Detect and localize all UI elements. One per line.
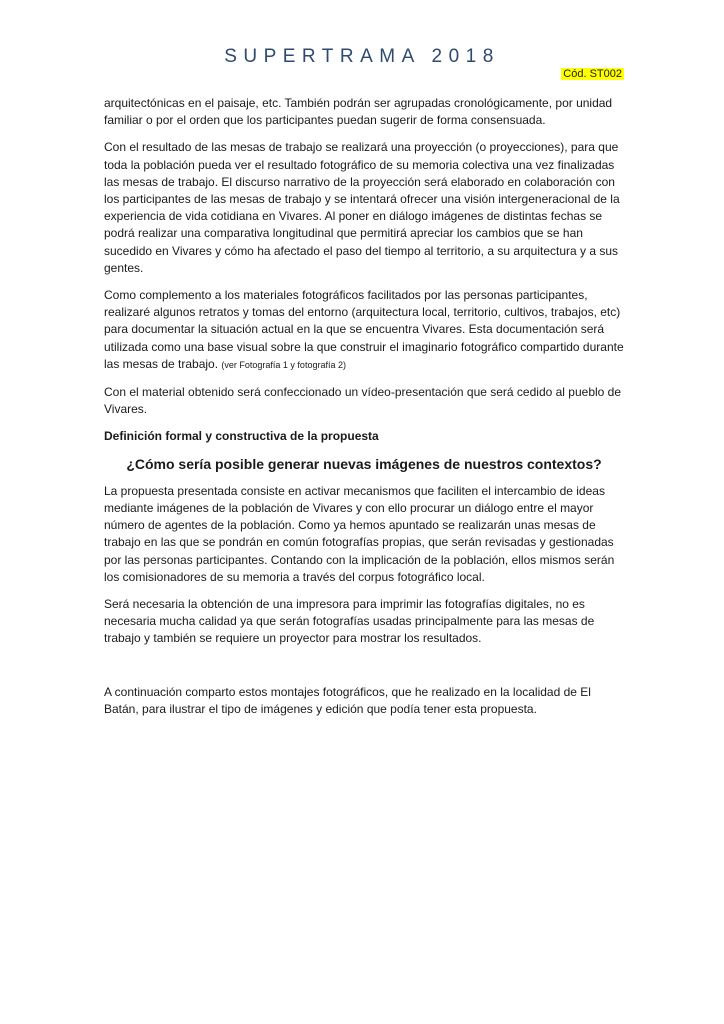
paragraph-3-text: Como complemento a los materiales fotográficos facilitados por las personas participantes, realizaré algunos retratos y tomas del entorno (arquitectura local, territorio, cultivos, trabajos, etc) para documentar la situación actual en la que se encuentra Vivares. Esta documentación será utilizada como una base visual sobre la que construir el imaginario fotográfico compartido durante las mesas de trabajo.: [104, 288, 624, 371]
question-heading: ¿Cómo sería posible generar nuevas imágenes de nuestros contextos?: [126, 455, 602, 472]
paragraph-4: Con el material obtenido será confeccionado un vídeo-presentación que será cedido al pueblo de Vivares.: [104, 385, 622, 417]
document-title: SUPERTRAMA 2018: [224, 46, 500, 67]
paragraph-3: [104, 287, 624, 374]
paragraph-6: Será necesaria la obtención de una impresora para imprimir las fotografías digitales, no es necesaria mucha calidad ya que serán fotografías usadas principalmente para las mesas de trabajo y también se requiere un proyector para mostrar los resultados.: [104, 597, 595, 646]
document-body: [104, 95, 624, 728]
document-code-badge: Cód. ST002: [563, 68, 622, 80]
paragraph-7: A continuación comparto estos montajes fotográficos, que he realizado en la localidad de El Batán, para ilustrar el tipo de imágenes y edición que podía tener esta propuesta.: [104, 684, 591, 716]
photo-reference-note: (ver Fotografía 1 y fotografía 2): [221, 359, 346, 370]
paragraph-2: Con el resultado de las mesas de trabajo se realizará una proyección (o proyecciones), para que toda la población pueda ver el resultado fotográfico de su memoria colectiva una vez finalizadas las mesas de trabajo. El discurso narrativo de la proyección será elaborado en colaboración con los participantes de las mesas de trabajo y se intentará ofrecer una visión intergeneracional de la experiencia de vida cotidiana en Vivares. Al poner en diálogo imágenes de distintas fechas se podrá realizar una comparativa longitudinal que permitirá apreciar los cambios que se han sucedido en Vivares y cómo ha afectado el paso del tiempo al territorio, a su arquitectura y a sus gentes.: [104, 140, 620, 275]
paragraph-1: arquitectónicas en el paisaje, etc. También podrán ser agrupadas cronológicamente, por unidad familiar o por el orden que los participantes puedan sugerir de forma consensuada.: [104, 96, 613, 128]
section-heading: Definición formal y constructiva de la propuesta: [104, 429, 379, 444]
paragraph-5: La propuesta presentada consiste en activar mecanismos que faciliten el intercambio de ideas mediante imágenes de la población de Vivares y con ello procurar un diálogo entre el mayor número de agentes de la población. Como ya hemos apuntado se realizarán unas mesas de trabajo en las que se pondrán en común fotografías propias, que serán revisadas y gestionadas por las personas participantes. Contando con la implicación de la población, ellos mismos serán los comisionadores de su memoria a través del corpus fotográfico local.: [104, 483, 615, 584]
